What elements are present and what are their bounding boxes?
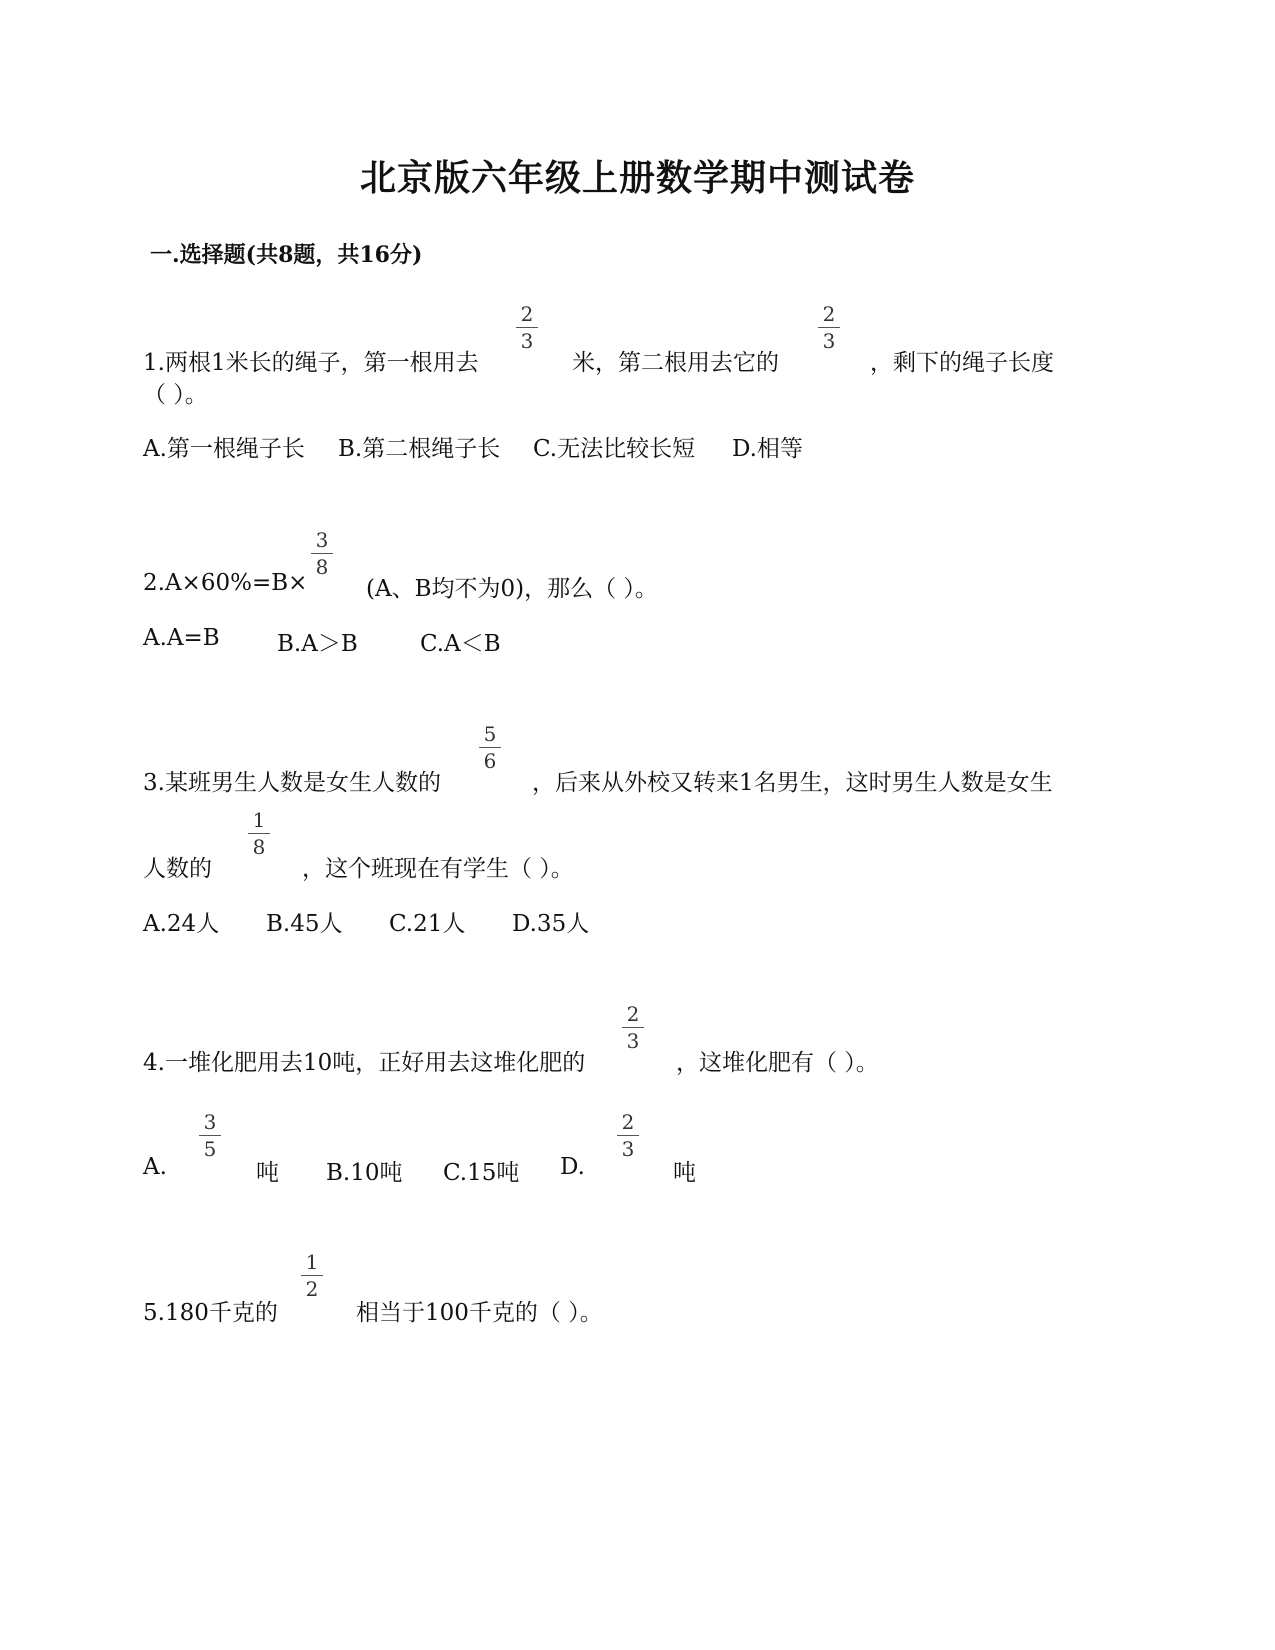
q1-fraction-1	[512, 302, 542, 353]
q1-fraction-2-numerator: 2	[822, 302, 836, 326]
q4-option-d-label: D.	[560, 1154, 585, 1180]
q1-text-part2: 米，第二根用去它的	[572, 350, 779, 376]
section-heading: 一.选择题(共8题，共16分)	[150, 242, 423, 268]
fraction-bar	[301, 1275, 323, 1276]
q3-fraction-1	[475, 722, 505, 773]
q4-fraction-1-denominator: 3	[626, 1029, 640, 1053]
q1-option-b: B.第二根绳子长	[338, 436, 501, 462]
fraction-bar	[479, 747, 501, 748]
q3-text-part1: 3.某班男生人数是女生人数的	[143, 770, 441, 796]
fraction-bar	[248, 833, 270, 834]
q5-text-part2: 相当于100千克的（ ）。	[356, 1300, 603, 1326]
q3-fraction-2-numerator: 1	[252, 808, 266, 832]
q4-option-c: C.15吨	[443, 1160, 520, 1186]
q1-option-c: C.无法比较长短	[533, 436, 696, 462]
fraction-bar	[622, 1027, 644, 1028]
q2-option-c: C.A＜B	[420, 631, 501, 657]
q4-option-b: B.10吨	[326, 1160, 403, 1186]
q1-fraction-1-numerator: 2	[520, 302, 534, 326]
q1-option-d: D.相等	[732, 436, 803, 462]
q4-option-d-numerator: 2	[621, 1110, 635, 1134]
q4-option-d-denominator: 3	[621, 1137, 635, 1161]
q3-option-b: B.45人	[266, 911, 343, 937]
q4-option-a-numerator: 3	[203, 1110, 217, 1134]
q4-option-d-unit: 吨	[673, 1160, 696, 1186]
page-title: 北京版六年级上册数学期中测试卷	[359, 157, 915, 199]
q1-fraction-2-denominator: 3	[822, 329, 836, 353]
q2-option-b: B.A＞B	[277, 631, 358, 657]
fraction-bar	[311, 553, 333, 554]
fraction-bar	[516, 327, 538, 328]
q3-option-d: D.35人	[512, 911, 590, 937]
q3-text-part4: ，这个班现在有学生（ ）。	[302, 856, 574, 882]
q2-fraction-1-numerator: 3	[315, 528, 329, 552]
q1-option-a: A.第一根绳子长	[143, 436, 305, 462]
q1-fraction-2	[814, 302, 844, 353]
q4-option-a-label: A.	[143, 1154, 167, 1180]
q3-option-c: C.21人	[389, 911, 466, 937]
q5-fraction-1	[297, 1250, 327, 1301]
q1-text-part4: （ ）。	[143, 382, 208, 408]
q4-fraction-1	[618, 1002, 648, 1053]
fraction-bar	[617, 1135, 639, 1136]
q5-fraction-1-denominator: 2	[305, 1277, 319, 1301]
q4-option-a-fraction	[195, 1110, 225, 1161]
q3-fraction-2	[244, 808, 274, 859]
q3-option-a: A.24人	[143, 911, 220, 937]
q2-option-a: A.A=B	[143, 625, 220, 651]
fraction-bar	[818, 327, 840, 328]
q1-text-part3: ，剩下的绳子长度	[870, 350, 1054, 376]
q2-fraction-1-denominator: 8	[315, 555, 329, 579]
q4-text-part1: 4.一堆化肥用去10吨，正好用去这堆化肥的	[143, 1050, 586, 1076]
q2-text-part2: (A、B均不为0)，那么（ ）。	[366, 576, 658, 602]
q3-text-part2: ，后来从外校又转来1名男生，这时男生人数是女生	[532, 770, 1053, 796]
q3-fraction-2-denominator: 8	[252, 835, 266, 859]
q3-text-part3: 人数的	[143, 856, 212, 882]
q4-text-part2: ，这堆化肥有（ ）。	[676, 1050, 879, 1076]
q2-fraction-1	[307, 528, 337, 579]
q4-option-a-unit: 吨	[256, 1160, 279, 1186]
q1-text-part1: 1.两根1米长的绳子，第一根用去	[143, 350, 479, 376]
q3-fraction-1-numerator: 5	[483, 722, 497, 746]
q3-fraction-1-denominator: 6	[483, 749, 497, 773]
q5-text-part1: 5.180千克的	[143, 1300, 278, 1326]
q1-fraction-1-denominator: 3	[520, 329, 534, 353]
fraction-bar	[199, 1135, 221, 1136]
q4-option-a-denominator: 5	[203, 1137, 217, 1161]
q4-option-d-fraction	[613, 1110, 643, 1161]
q5-fraction-1-numerator: 1	[305, 1250, 319, 1274]
q2-text-part1: 2.A×60%=B×	[143, 570, 308, 596]
q4-fraction-1-numerator: 2	[626, 1002, 640, 1026]
